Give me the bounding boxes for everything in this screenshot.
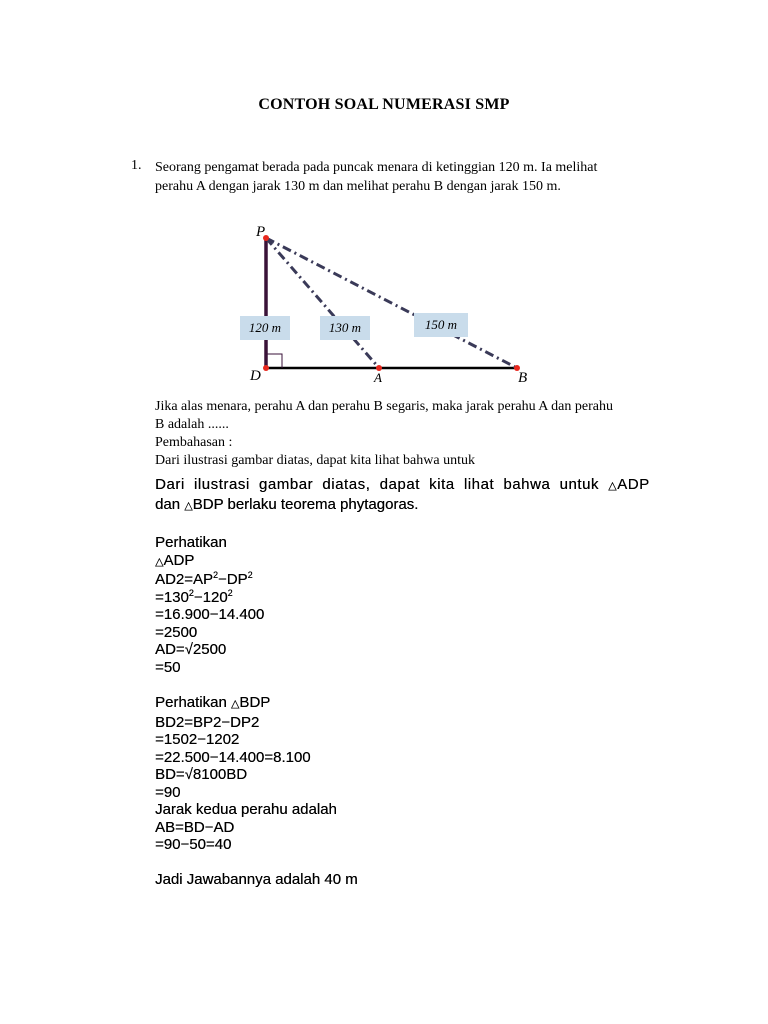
- label-pa: 130 m: [328, 320, 362, 335]
- superscript-2: 2: [247, 570, 253, 580]
- page-title: CONTOH SOAL NUMERASI SMP: [258, 96, 510, 113]
- triangle-adp: [155, 552, 695, 572]
- solution-block: [155, 476, 695, 888]
- question-continuation: [155, 398, 685, 470]
- question-number: 1.: [131, 158, 142, 173]
- sight-line-pa: [266, 238, 379, 368]
- superscript-2: 2: [188, 587, 194, 598]
- step-1-part-1: =130: [155, 588, 189, 606]
- ad-formula: [155, 571, 695, 589]
- triangle-symbol: △: [230, 698, 240, 710]
- intro-1-adp: ADP: [617, 476, 650, 493]
- ad-formula-part-2: −DP: [217, 571, 248, 588]
- solution-intro-1: [155, 476, 695, 496]
- point-d-dot: [263, 365, 269, 371]
- question-text: [155, 158, 675, 196]
- triangle-symbol: △: [184, 499, 193, 512]
- solution-intro-2: [155, 496, 695, 516]
- text-line-4: Dari ilustrasi gambar diatas, dapat kita lihat bahwa untuk: [155, 453, 475, 468]
- tower-diagram: [236, 216, 536, 388]
- tower-diagram-svg: [236, 216, 536, 388]
- final-answer: Jadi Jawabannya adalah 40 m: [155, 870, 358, 888]
- intro-1-text: Dari ilustrasi gambar diatas, dapat kita lihat bahwa untuk: [155, 476, 609, 493]
- perhatikan-bdp: [155, 694, 695, 714]
- perhatikan-bdp-text: Perhatikan: [155, 694, 231, 711]
- triangle-symbol: △: [608, 480, 618, 492]
- question-line-2: perahu A dengan jarak 130 m dan melihat perahu B dengan jarak 150 m.: [155, 179, 561, 194]
- bd-formula: BD2=BP2−DP2: [155, 713, 260, 731]
- ad-step-2: =16.900−14.400: [155, 606, 265, 623]
- sight-line-pb: [266, 238, 517, 368]
- intro-2-bdp: BDP berlaku teorema phytagoras.: [192, 495, 419, 513]
- question-line-1: Seorang pengamat berada pada puncak menara di ketinggian 120 m. Ia melihat: [155, 160, 598, 175]
- bd-step-2: =22.500−14.400=8.100: [155, 748, 311, 766]
- point-p-label: P: [256, 224, 266, 240]
- text-line-1: Jika alas menara, perahu A dan perahu B segaris, maka jarak perahu A dan perahu: [155, 399, 613, 414]
- superscript-2: 2: [212, 570, 218, 580]
- triangle-symbol: △: [155, 555, 164, 568]
- step-1-part-2: −120: [193, 588, 228, 606]
- point-b-label: B: [518, 370, 528, 386]
- ab-formula: AB=BD−AD: [155, 818, 235, 836]
- superscript-2: 2: [227, 587, 233, 598]
- ad-step-4: AD=√2500: [155, 641, 227, 658]
- label-pb: 150 m: [424, 317, 458, 332]
- ad-step-1: [155, 589, 695, 607]
- intro-2-text: dan: [155, 495, 185, 513]
- text-line-3: Pembahasan :: [155, 435, 233, 450]
- point-d-label: D: [250, 368, 261, 384]
- bd-step-4: =90: [155, 783, 181, 801]
- ad-step-5: =50: [155, 658, 181, 676]
- ad-step-3: =2500: [155, 623, 198, 641]
- adp-label: ADP: [163, 551, 195, 569]
- right-angle-marker: [266, 354, 282, 368]
- perhatikan-heading: Perhatikan: [155, 534, 227, 551]
- jarak-heading: Jarak kedua perahu adalah: [155, 801, 337, 818]
- ad-formula-part-1: AD2=AP: [155, 571, 213, 588]
- label-pd: 120 m: [248, 320, 282, 335]
- bdp-label: BDP: [239, 694, 271, 711]
- bd-step-3: BD=√8100BD: [155, 766, 248, 783]
- point-a-label: A: [374, 370, 382, 385]
- text-line-2: B adalah ......: [155, 417, 229, 432]
- bd-step-1: =1502−1202: [155, 731, 240, 748]
- ab-step-1: =90−50=40: [155, 836, 232, 853]
